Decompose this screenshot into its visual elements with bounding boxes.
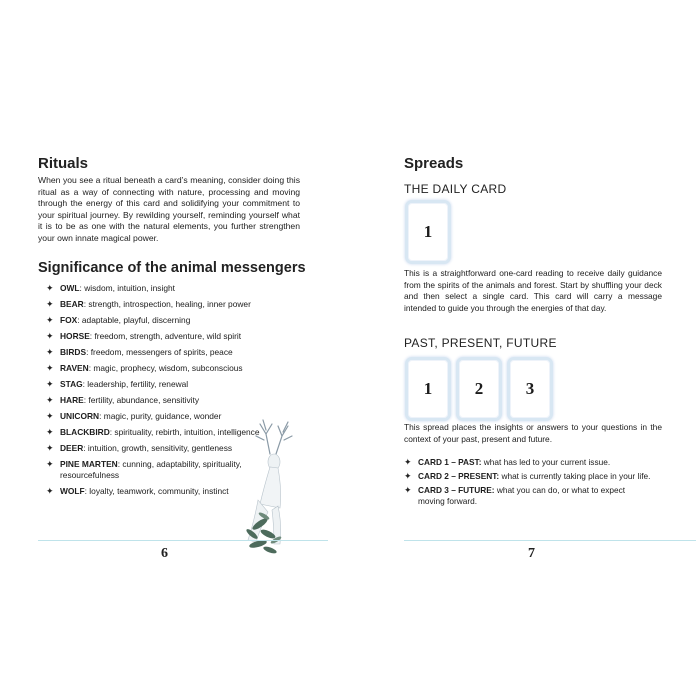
animal-name: BLACKBIRD xyxy=(60,427,110,437)
animal-name: HORSE xyxy=(60,331,90,341)
list-item xyxy=(46,315,296,326)
animal-meaning: : loyalty, teamwork, community, instinct xyxy=(84,485,229,496)
animal-meaning: : leadership, fertility, renewal xyxy=(82,379,189,389)
list-item xyxy=(404,457,664,468)
card-text: what has led to your current issue. xyxy=(481,457,611,467)
animal-meaning: : wisdom, intuition, insight xyxy=(79,283,175,293)
page-number: 7 xyxy=(528,546,535,561)
page-number: 6 xyxy=(161,546,168,561)
star-bullet-icon: ✦ xyxy=(46,331,54,341)
star-bullet-icon: ✦ xyxy=(46,283,54,293)
rituals-paragraph: When you see a ritual beneath a card’s meaning, consider doing this ritual as a way of connecting with nature, processing and moving through the energy of this card and solidifying your commitment to your spiritual journey. By rewilding yourself, reminding yourself what it is to be as one with the natural elements, you further strengthen your own innate magical power. xyxy=(38,175,300,243)
animal-name: BIRDS xyxy=(60,347,87,357)
list-item xyxy=(46,347,296,358)
daily-card-heading: THE DAILY CARD xyxy=(404,182,507,196)
animal-name: UNICORN xyxy=(60,411,100,421)
spread-card: 2 xyxy=(456,357,502,421)
footer-rule xyxy=(404,540,696,541)
right-page xyxy=(350,0,700,700)
animal-name: HARE xyxy=(60,395,84,405)
card-position-list xyxy=(404,457,664,510)
animal-meaning: : cunning, adaptability, spirituality, resourcefulness xyxy=(60,459,242,480)
rituals-heading: Rituals xyxy=(38,155,89,172)
star-bullet-icon: ✦ xyxy=(46,363,54,373)
animal-meaning: : adaptable, playful, discerning xyxy=(77,315,191,325)
footer-rule xyxy=(38,540,328,541)
list-item xyxy=(46,459,242,480)
star-bullet-icon: ✦ xyxy=(404,457,412,467)
star-bullet-icon: ✦ xyxy=(46,427,54,437)
list-item xyxy=(46,379,296,390)
list-item xyxy=(404,485,638,507)
star-bullet-icon: ✦ xyxy=(46,485,54,496)
list-item xyxy=(46,363,296,374)
deer-illustration xyxy=(230,412,310,557)
daily-card-paragraph: This is a straightforward one-card reading to receive daily guidance from the spirits of the animals and forest. Start by shuffling your deck and then select a single card. This card will carry a message intended to guide you through the energies of that day. xyxy=(404,268,662,313)
list-item xyxy=(46,299,296,310)
animal-name: RAVEN xyxy=(60,363,89,373)
spread-card: 1 xyxy=(405,200,451,264)
animal-name: DEER xyxy=(60,443,84,453)
animal-meaning: : freedom, strength, adventure, wild spirit xyxy=(89,331,242,341)
animal-meaning: : spirituality, rebirth, intuition, intelligence xyxy=(109,427,260,437)
star-bullet-icon: ✦ xyxy=(46,347,54,357)
list-item xyxy=(46,331,296,342)
animal-meaning: : magic, purity, guidance, wonder xyxy=(99,411,222,421)
spread-card: 1 xyxy=(405,357,451,421)
star-bullet-icon: ✦ xyxy=(46,379,54,389)
list-item xyxy=(46,283,296,294)
animal-name: WOLF xyxy=(60,485,85,496)
star-bullet-icon: ✦ xyxy=(46,395,54,405)
animal-meaning: : freedom, messengers of spirits, peace xyxy=(86,347,233,357)
significance-heading: Significance of the animal messengers xyxy=(38,260,306,276)
past-present-future-paragraph: This spread places the insights or answers to your questions in the context of your past, present and future. xyxy=(404,422,662,444)
list-item xyxy=(404,471,664,482)
star-bullet-icon: ✦ xyxy=(46,315,54,325)
past-present-future-heading: PAST, PRESENT, FUTURE xyxy=(404,336,557,350)
star-bullet-icon: ✦ xyxy=(404,485,412,495)
spreads-heading: Spreads xyxy=(404,155,464,172)
card-label: CARD 2 – PRESENT: xyxy=(418,471,500,481)
card-text: what you can do, or what to expect moving forward. xyxy=(418,485,626,506)
star-bullet-icon: ✦ xyxy=(46,411,54,421)
animal-name: STAG xyxy=(60,379,83,389)
animal-meaning: : intuition, growth, sensitivity, gentleness xyxy=(83,443,233,453)
star-bullet-icon: ✦ xyxy=(46,299,54,309)
animal-meaning: : magic, prophecy, wisdom, subconscious xyxy=(88,363,243,373)
animal-name: PINE MARTEN xyxy=(60,459,118,469)
animal-meaning: : strength, introspection, healing, inner power xyxy=(83,299,251,309)
star-bullet-icon: ✦ xyxy=(46,459,54,469)
animal-name: BEAR xyxy=(60,299,84,309)
spread-card: 3 xyxy=(507,357,553,421)
animal-meaning: : fertility, abundance, sensitivity xyxy=(83,395,200,405)
animal-name: OWL xyxy=(60,283,80,293)
star-bullet-icon: ✦ xyxy=(404,471,412,481)
animal-name: FOX xyxy=(60,315,78,325)
card-label: CARD 1 – PAST: xyxy=(418,457,482,467)
card-label: CARD 3 – FUTURE: xyxy=(418,485,495,495)
card-text: what is currently taking place in your life. xyxy=(499,471,651,481)
star-bullet-icon: ✦ xyxy=(46,443,54,453)
list-item xyxy=(46,395,296,406)
